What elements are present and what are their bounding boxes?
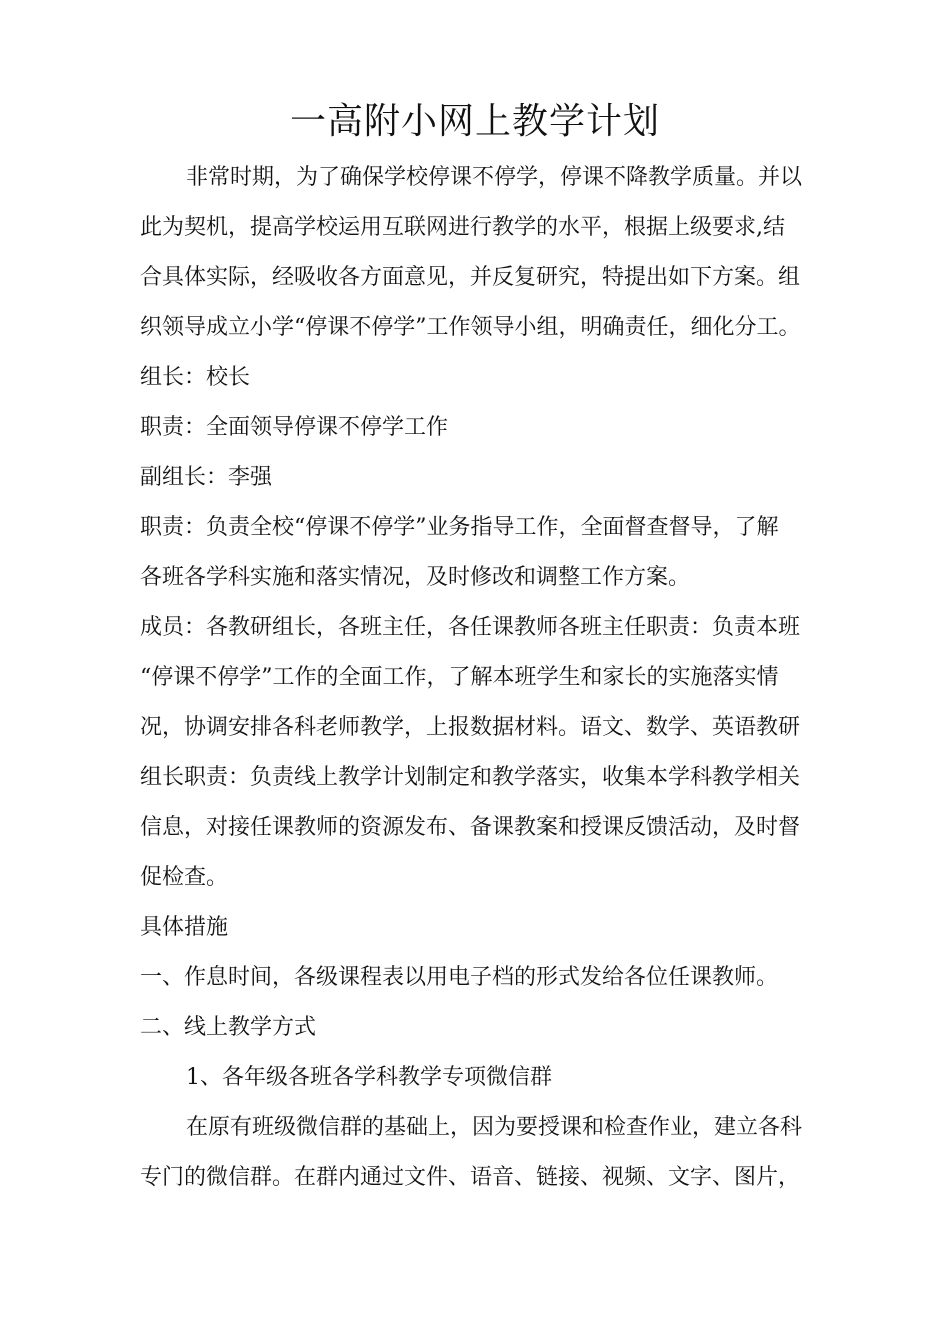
paragraph-line-17: 一、作息时间，各级课程表以用电子档的形式发给各位任课教师。 [140, 965, 779, 990]
paragraph-line-20: 在原有班级微信群的基础上，因为要授课和检查作业，建立各科 [186, 1115, 803, 1140]
paragraph-line-14: 信息，对接任课教师的资源发布、备课教案和授课反馈活动，及时督 [140, 815, 801, 840]
paragraph-line-1: 非常时期，为了确保学校停课不停学，停课不降教学质量。并以 [186, 165, 803, 190]
paragraph-line-21: 专门的微信群。在群内通过文件、语音、链接、视频、文字、图片， [140, 1165, 801, 1190]
paragraph-line-8: 职责：负责全校“停课不停学”业务指导工作，全面督查督导，了解 [140, 515, 779, 540]
paragraph-line-11: “停课不停学”工作的全面工作，了解本班学生和家长的实施落实情 [140, 665, 779, 690]
paragraph-line-5: 组长：校长 [140, 365, 251, 390]
paragraph-line-15: 促检查。 [140, 865, 229, 890]
paragraph-line-3: 合具体实际，经吸收各方面意见，并反复研究，特提出如下方案。组 [140, 265, 801, 290]
paragraph-line-7: 副组长：李强 [140, 465, 273, 490]
paragraph-line-13: 组长职责：负责线上教学计划制定和教学落实，收集本学科教学相关 [140, 765, 801, 790]
paragraph-line-12: 况，协调安排各科老师教学，上报数据材料。语文、数学、英语教研 [140, 715, 801, 740]
paragraph-line-10: 成员：各教研组长，各班主任，各任课教师各班主任职责：负责本班 [140, 615, 801, 640]
paragraph-line-4: 织领导成立小学“停课不停学”工作领导小组，明确责任，细化分工。 [140, 315, 801, 340]
paragraph-line-19: 1、各年级各班各学科教学专项微信群 [186, 1065, 552, 1090]
paragraph-line-6: 职责：全面领导停课不停学工作 [140, 415, 449, 440]
paragraph-line-2: 此为契机，提高学校运用互联网进行教学的水平，根据上级要求,结 [140, 215, 785, 240]
paragraph-line-18: 二、线上教学方式 [140, 1015, 317, 1040]
paragraph-line-9: 各班各学科实施和落实情况，及时修改和调整工作方案。 [140, 565, 691, 590]
section-heading: 具体措施 [140, 915, 229, 940]
document-title: 一高附小网上教学计划 [289, 101, 660, 142]
